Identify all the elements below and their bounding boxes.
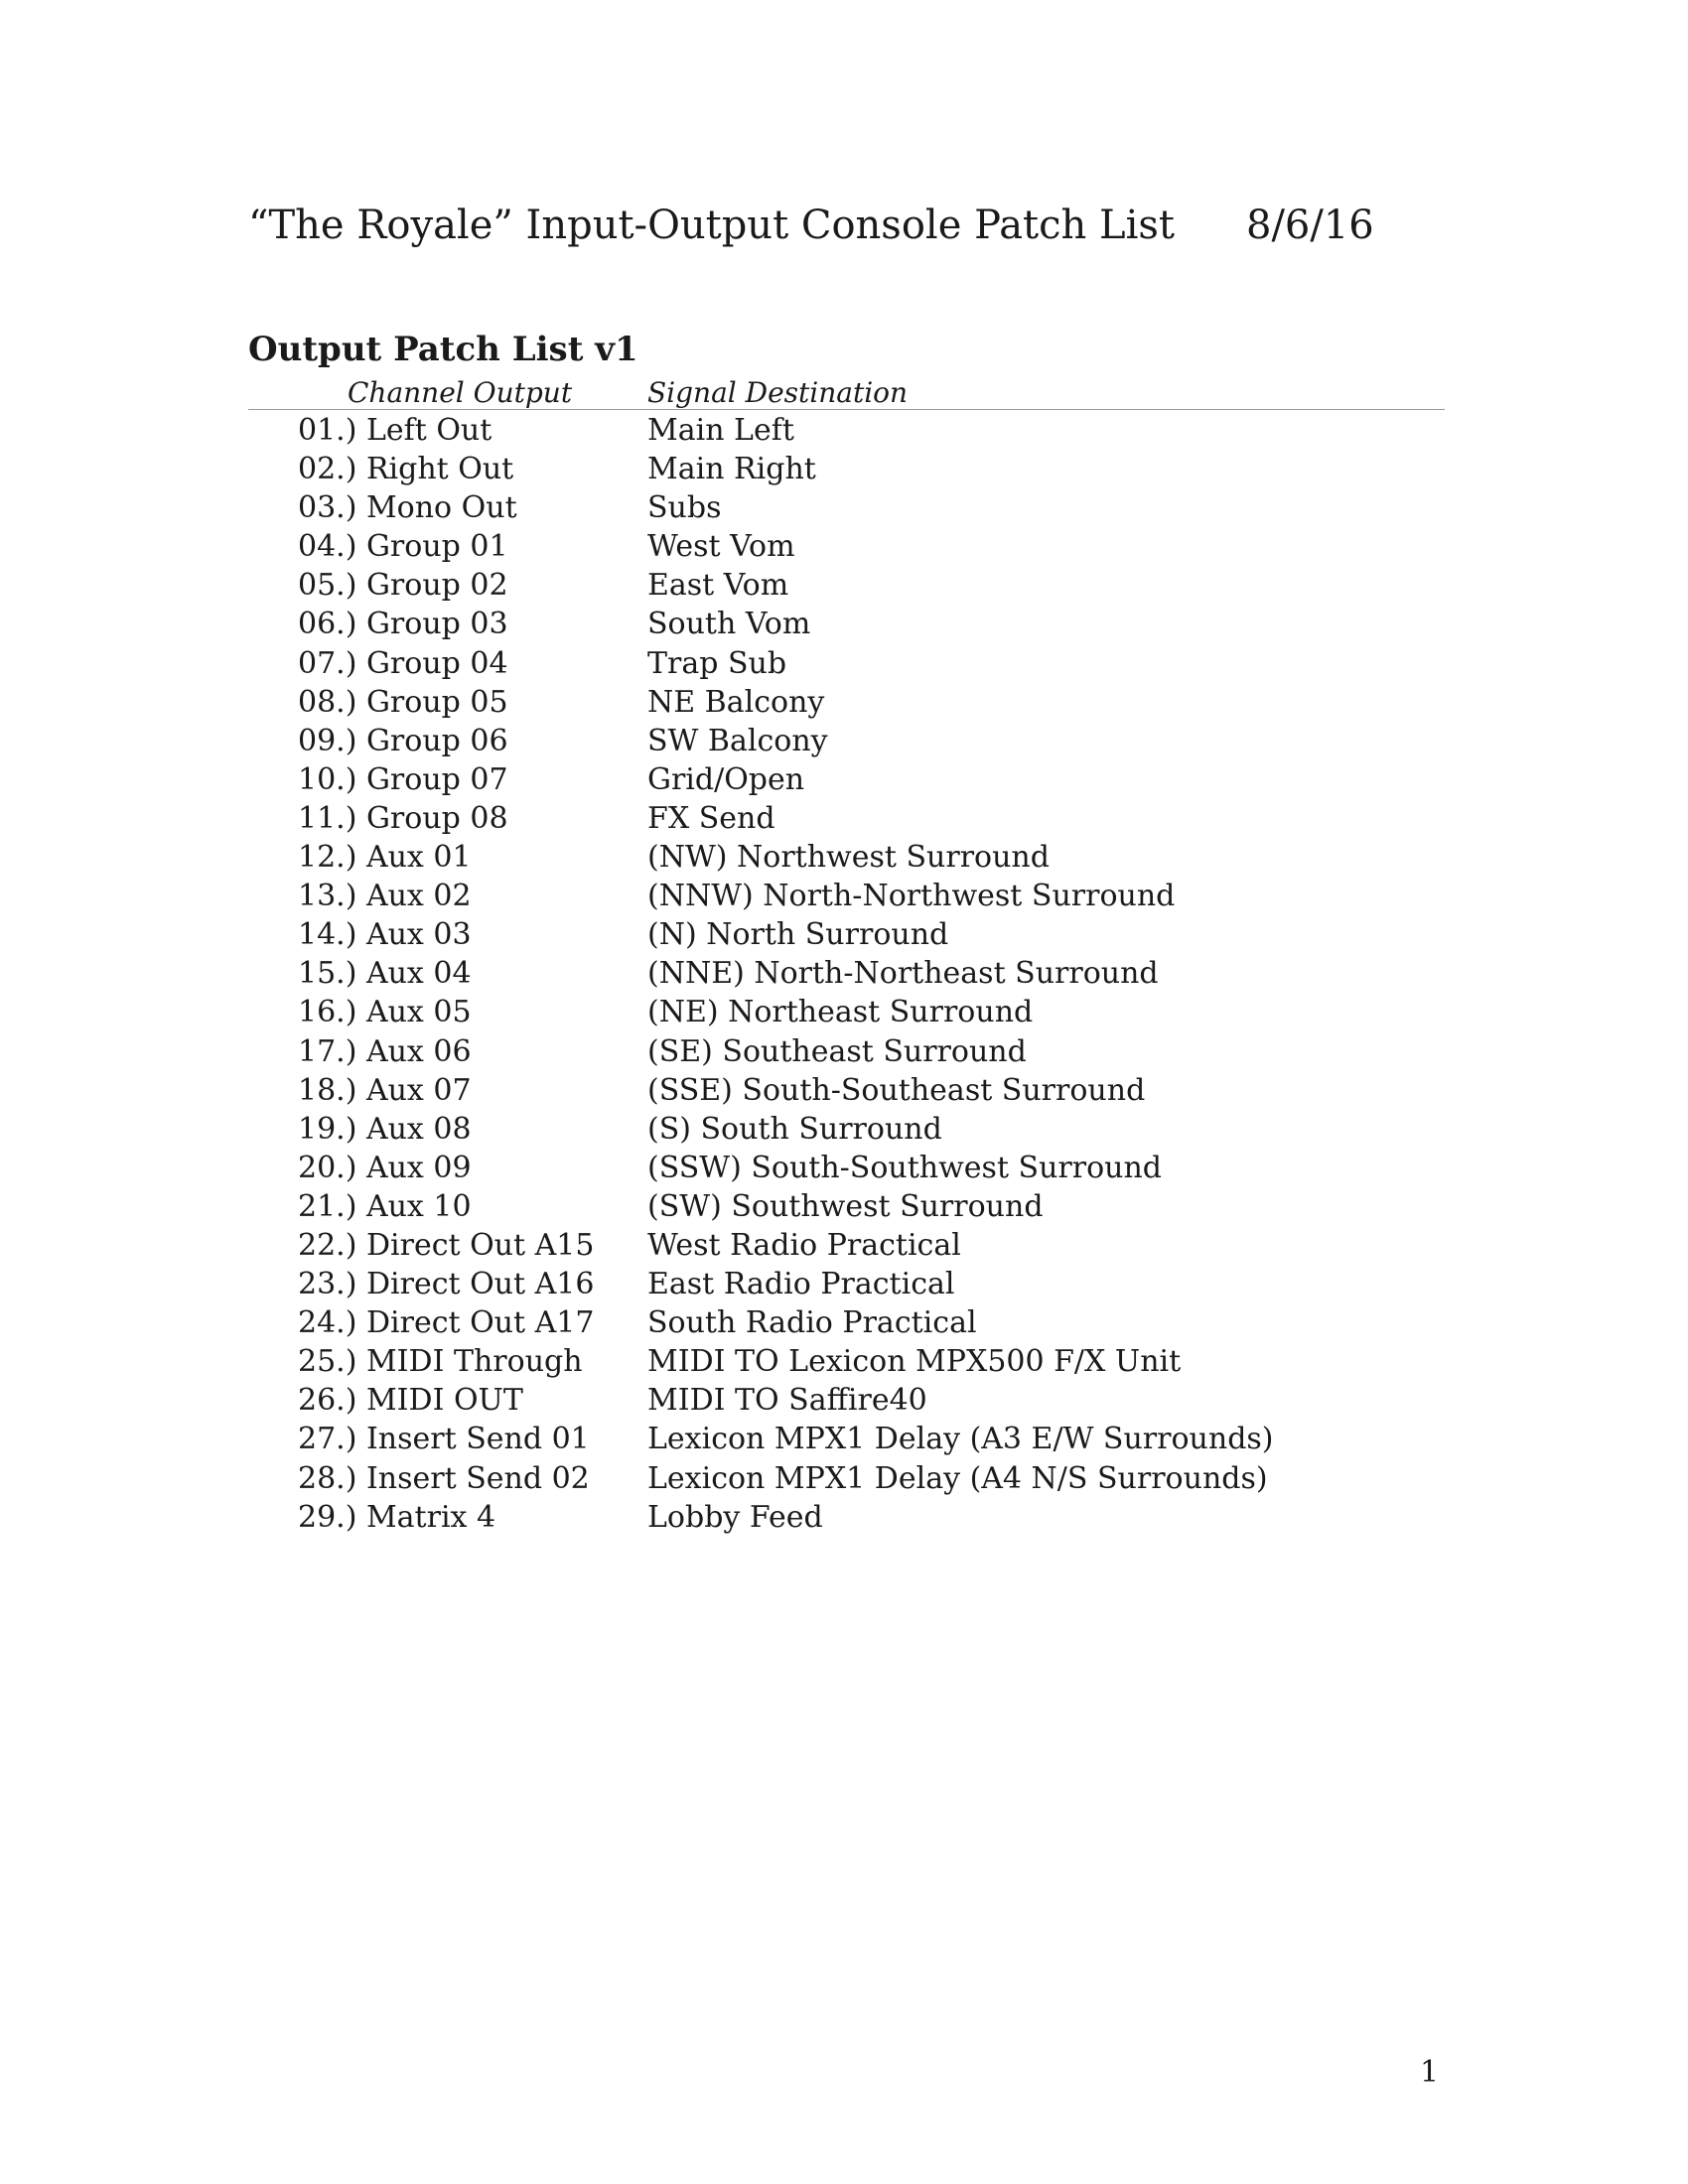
patch-output: 14.) Aux 03 [298,917,472,953]
patch-destination: (SE) Southeast Surround [647,1033,1027,1069]
patch-row [298,1149,1440,1187]
patch-destination: NE Balcony [647,684,825,720]
patch-destination: (NNE) North-Northeast Surround [647,956,1159,992]
patch-output: 29.) Matrix 4 [298,1499,496,1535]
patch-output: 12.) Aux 01 [298,840,472,876]
patch-output: 03.) Mono Out [298,490,517,526]
patch-row [298,760,1440,799]
patch-output: 25.) MIDI Through [298,1344,583,1380]
patch-row [298,1420,1440,1458]
patch-row [298,1381,1440,1420]
patch-destination: Main Right [647,452,816,487]
patch-output: 06.) Group 03 [298,607,508,642]
patch-destination: SW Balcony [647,723,828,758]
column-header-row [248,377,1445,410]
patch-output: 08.) Group 05 [298,684,508,720]
patch-output: 02.) Right Out [298,452,514,487]
patch-row [298,799,1440,838]
patch-destination: (SSE) South-Southeast Surround [647,1072,1146,1108]
page-number: 1 [1420,2055,1440,2090]
patch-destination: Main Left [647,413,794,448]
patch-output: 11.) Group 08 [298,800,508,836]
patch-output: 16.) Aux 05 [298,995,472,1030]
patch-output: 24.) Direct Out A17 [298,1305,595,1341]
patch-destination: MIDI TO Lexicon MPX500 F/X Unit [647,1344,1182,1380]
patch-destination: West Radio Practical [647,1227,961,1263]
patch-row [298,1342,1440,1381]
patch-row [298,722,1440,760]
patch-row [298,1110,1440,1149]
patch-destination: (NW) Northwest Surround [647,840,1050,876]
patch-row [298,488,1440,527]
column-header-channel-output: Channel Output [348,376,573,409]
patch-output: 07.) Group 04 [298,645,508,681]
patch-output: 28.) Insert Send 02 [298,1460,590,1496]
patch-destination: (SSW) South-Southwest Surround [647,1150,1162,1185]
patch-output: 26.) MIDI OUT [298,1383,523,1419]
patch-row [298,1032,1440,1071]
patch-output: 09.) Group 06 [298,723,508,758]
patch-destination: MIDI TO Saffire40 [647,1383,927,1419]
patch-output: 04.) Group 01 [298,529,508,565]
patch-destination: Trap Sub [647,645,787,681]
patch-destination: Lexicon MPX1 Delay (A3 E/W Surrounds) [647,1422,1274,1457]
patch-output: 27.) Insert Send 01 [298,1422,590,1457]
patch-destination: West Vom [647,529,795,565]
patch-destination: South Vom [647,607,811,642]
patch-destination: (NNW) North-Northwest Surround [647,879,1176,914]
patch-row [298,1071,1440,1110]
patch-destination: East Radio Practical [647,1267,955,1302]
patch-output: 18.) Aux 07 [298,1072,472,1108]
patch-output: 17.) Aux 06 [298,1033,472,1069]
patch-output: 15.) Aux 04 [298,956,472,992]
patch-destination: (S) South Surround [647,1111,942,1147]
document-date: 8/6/16 [1246,203,1374,248]
column-header-signal-destination: Signal Destination [647,376,909,409]
patch-output: 21.) Aux 10 [298,1188,472,1224]
patch-row [298,915,1440,954]
section-heading: Output Patch List v1 [248,330,638,369]
patch-row [298,1303,1440,1342]
patch-destination: FX Send [647,800,775,836]
patch-output: 19.) Aux 08 [298,1111,472,1147]
patch-row [298,1226,1440,1265]
patch-destination: Lobby Feed [647,1499,823,1535]
patch-destination: Subs [647,490,722,526]
patch-row [298,877,1440,915]
patch-row [298,1265,1440,1303]
patch-destination: East Vom [647,568,789,604]
patch-output: 01.) Left Out [298,413,492,448]
patch-output: 05.) Group 02 [298,568,508,604]
patch-destination: Grid/Open [647,761,805,797]
patch-destination: (SW) Southwest Surround [647,1188,1044,1224]
patch-output: 20.) Aux 09 [298,1150,472,1185]
patch-row [298,605,1440,643]
patch-destination: (NE) Northeast Surround [647,995,1034,1030]
patch-output: 22.) Direct Out A15 [298,1227,595,1263]
patch-row [298,527,1440,566]
patch-output: 13.) Aux 02 [298,879,472,914]
document-title: “The Royale” Input-Output Console Patch List [248,203,1175,248]
patch-destination: Lexicon MPX1 Delay (A4 N/S Surrounds) [647,1460,1268,1496]
patch-row [298,683,1440,722]
patch-row [298,838,1440,877]
patch-destination: South Radio Practical [647,1305,977,1341]
patch-row [298,993,1440,1031]
patch-destination: (N) North Surround [647,917,949,953]
patch-row [298,1187,1440,1226]
patch-output: 10.) Group 07 [298,761,508,797]
patch-row [298,566,1440,605]
patch-row [298,954,1440,993]
patch-row [298,411,1440,450]
patch-row [298,450,1440,488]
patch-row [298,1459,1440,1498]
patch-row [298,644,1440,683]
patch-row [298,1498,1440,1537]
patch-list [298,411,1440,1537]
patch-output: 23.) Direct Out A16 [298,1267,595,1302]
